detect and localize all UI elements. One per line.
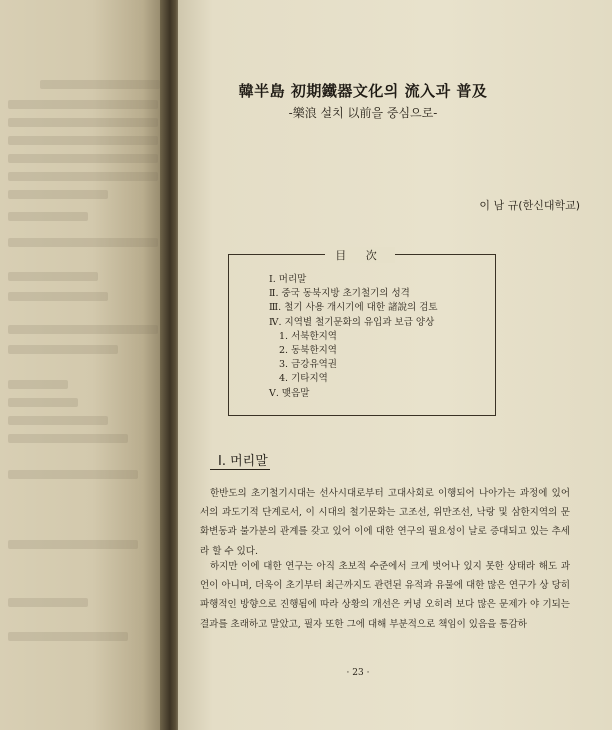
bleed-line: [8, 434, 128, 443]
bleed-line: [8, 118, 158, 127]
article-subtitle: -樂浪 설치 以前을 중심으로-: [288, 106, 438, 120]
page-number: · 23 ·: [346, 668, 370, 678]
toc-subitem: 3. 금강유역권: [279, 359, 337, 371]
bleed-line: [8, 325, 158, 334]
section-heading-text: Ⅰ. 머리말: [218, 454, 268, 469]
section-heading: [218, 450, 268, 469]
toc-subitem: 4. 기타지역: [279, 373, 328, 385]
bleed-line: [8, 598, 88, 607]
bleed-line: [8, 272, 98, 281]
body-paragraph: 한반도의 초기철기시대는 선사시대로부터 고대사회로 이행되어 나아가는 과정에 있어 서의 과도기적 단계로서, 이 시대의 철기문화는 고조선, 위만조선, 낙랑 및 삼한지역의 문화변동과 불가분의 관계를 갖고 있어 이에 대한 연구의 필요성이 날로 증대되고 있는 추세라 할 수 있다.: [200, 488, 570, 557]
bleed-line: [8, 398, 78, 407]
body-paragraph: 하지만 이에 대한 연구는 아직 초보적 수준에서 크게 벗어나 있지 못한 상태라 해도 과언이 아니며, 더욱이 초기부터 최근까지도 관련된 유적과 유물에 대한 많은 연구가 상 당히 파행적인 방향으로 진행됨에 따라 상황의 개선은 커녕 오히려 보다 많은 문제가 야 기되는 결과를 초래하고 말았고, 필자 또한 그에 대해 부분적으로 책임이 있음을 통감하: [200, 561, 570, 630]
toc-subitem: 2. 동북한지역: [279, 345, 337, 357]
toc-item: Ⅲ. 철기 사용 개시기에 대한 諸說의 검토: [269, 302, 438, 314]
bleed-line: [8, 190, 108, 199]
toc-list: [269, 273, 438, 401]
bleed-line: [8, 100, 158, 109]
bleed-line: [8, 540, 138, 549]
bleed-line: [8, 136, 158, 145]
bleed-line: [8, 345, 118, 354]
toc-subitem: 1. 서북한지역: [279, 330, 337, 342]
author-byline: 이 남 규(한신대학교): [479, 199, 580, 212]
bleed-line: [40, 80, 160, 89]
article-title: 韓半島 初期鐵器文化의 流入과 普及: [238, 82, 488, 100]
bleed-line: [8, 154, 158, 163]
toc-item: Ⅰ. 머리말: [269, 274, 307, 285]
bleed-line: [8, 416, 108, 425]
left-page-bleed-through: [0, 0, 168, 730]
table-of-contents: [228, 249, 496, 416]
toc-item: Ⅴ. 맺음말: [269, 387, 310, 399]
heading-underline: [210, 469, 270, 470]
document-page: [178, 0, 612, 730]
toc-heading: 目 次: [325, 247, 395, 263]
bleed-line: [8, 380, 68, 389]
bleed-line: [8, 238, 158, 247]
toc-item: Ⅳ. 지역별 철기문화의 유입과 보급 양상: [269, 316, 435, 328]
bleed-line: [8, 212, 88, 221]
toc-item: Ⅱ. 중국 동북지방 초기철기의 성격: [269, 288, 410, 300]
bleed-line: [8, 632, 128, 641]
bleed-line: [8, 292, 108, 301]
bleed-line: [8, 172, 158, 181]
bleed-line: [8, 470, 138, 479]
